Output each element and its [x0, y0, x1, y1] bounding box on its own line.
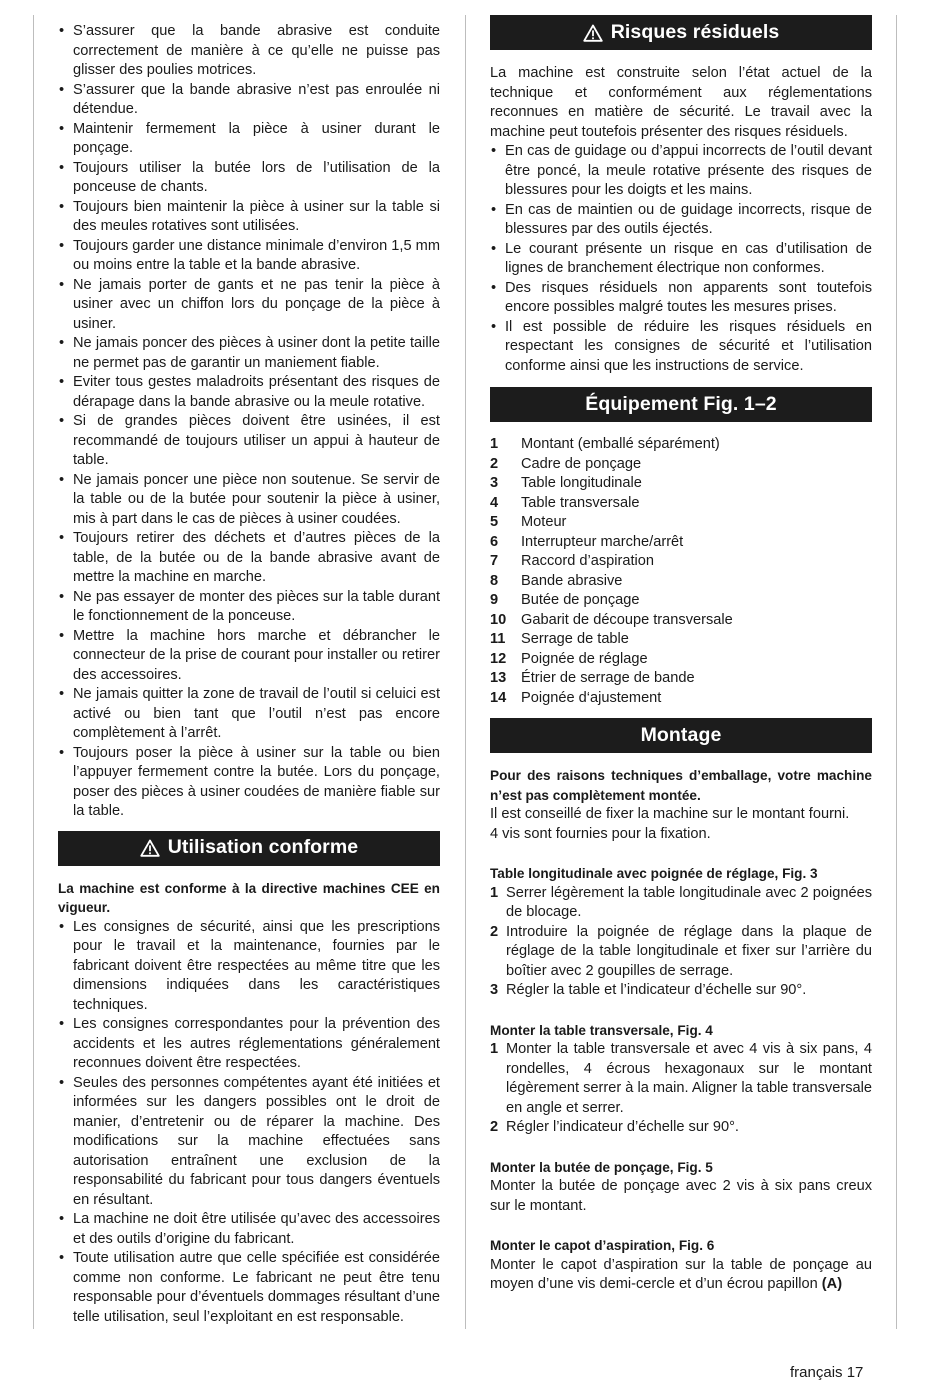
left-margin-rule: [33, 15, 34, 1329]
safety-bullet-item: • Toujours bien maintenir la pièce à usiner sur la table si des meules rotatives sont utilisées.: [58, 198, 440, 237]
equipement-item-label: Serrage de table: [521, 631, 629, 647]
equipement-item-label: Table transversale: [521, 494, 640, 511]
risques-list: [490, 142, 872, 376]
step-text: Introduire la poignée de réglage dans la plaque de réglage de la table longitudinale et fixer sur l’arrière du boîtier avec 2 goupilles de serrage.: [506, 923, 872, 979]
equipement-item: [490, 435, 872, 455]
equipement-item-label: Interrupteur marche/arrêt: [521, 533, 684, 550]
equipement-item-number: 14: [490, 689, 507, 706]
equipement-item-number: 7: [490, 553, 499, 569]
equipement-item: [490, 455, 872, 475]
equipement-item-label: Poignée d‘ajustement: [521, 689, 662, 706]
equipement-item-number: 3: [490, 475, 499, 491]
equipement-item-number: 8: [490, 572, 499, 589]
risque-bullet-item: • Le courant présente un risque en cas d’utilisation de lignes de branchement électrique non conformes.: [490, 240, 872, 279]
step-number: 2: [490, 923, 499, 940]
equipement-item-label: Étrier de serrage de bande: [521, 670, 695, 686]
safety-bullet-item: • Ne jamais quitter la zone de travail de l’outil si celuici est activé ou bien tant que l’outil n’est pas encore complètement à l’arrêt.: [58, 685, 440, 744]
center-divider-rule: [465, 15, 466, 1329]
section-header-risques-residuels: [490, 15, 872, 50]
right-margin-rule: [896, 15, 897, 1329]
utilisation-lead-text: La machine est conforme à la directive machines CEE en vigueur.: [58, 880, 440, 915]
equipement-item-number: 9: [490, 592, 499, 608]
section-title: Utilisation conforme: [167, 836, 359, 859]
step-number: 3: [490, 982, 499, 998]
step-text: Serrer légèrement la table longitudinale avec 2 poignées de blocage.: [506, 884, 872, 920]
equipement-item-number: 12: [490, 650, 507, 667]
risques-intro-text: La machine est construite selon l’état actuel de la technique et conformément aux réglementations reconnues en matière de sécurité. Le travail avec la machine peut toutefois présenter des risques résiduels.: [490, 65, 872, 140]
safety-bullet-item: • Toujours utiliser la butée lors de l’utilisation de la ponceuse de chants.: [58, 159, 440, 198]
figure-reference: (A): [821, 1276, 843, 1292]
safety-bullet-item: • Maintenir fermement la pièce à usiner durant le ponçage.: [58, 120, 440, 159]
step-number: 1: [490, 884, 499, 901]
equipement-item-number: 2: [490, 455, 499, 472]
section-header-utilisation-conforme: [58, 831, 440, 866]
section-header-montage: [490, 718, 872, 753]
equipement-item: [490, 591, 872, 611]
equipement-item-number: 11: [490, 631, 506, 647]
table-transversale-steps: [490, 1040, 872, 1138]
safety-bullet-item: • Ne jamais porter de gants et ne pas tenir la pièce à usiner avec un chiffon lors du ponçage de la pièce à usiner.: [58, 276, 440, 335]
section-title: Équipement Fig. 1–2: [585, 392, 777, 415]
equipement-item-label: Raccord d’aspiration: [521, 553, 655, 569]
safety-bullet-item: • Toujours retirer des déchets et d’autres pièces de la table, de la butée ou de la bande abrasive avant de mettre la machine en marche.: [58, 529, 440, 588]
equipement-item-label: Gabarit de découpe transversale: [521, 611, 733, 628]
equipement-item: [490, 494, 872, 514]
utilisation-bullet-item: • La machine ne doit être utilisée qu’avec des accessoires et des outils d’origine du fabricant.: [58, 1210, 440, 1249]
equipement-item-label: Montant (emballé séparément): [521, 436, 720, 452]
safety-bullet-item: • S’assurer que la bande abrasive n’est pas enroulée ni détendue.: [58, 81, 440, 120]
equipement-list: [490, 435, 872, 708]
equipement-item: [490, 533, 872, 553]
safety-bullet-item: • Eviter tous gestes maladroits présentant des risques de dérapage dans la bande abrasive ou la meule rotative.: [58, 373, 440, 412]
utilisation-bullet-item: • Les consignes correspondantes pour la prévention des accidents et les autres réglementations généralement reconnues doivent être respectées.: [58, 1015, 440, 1074]
equipement-item: [490, 572, 872, 592]
equipement-item-label: Butée de ponçage: [521, 592, 640, 608]
step-text: Régler l’indicateur d’échelle sur 90°.: [506, 1119, 739, 1135]
equipement-item: [490, 689, 872, 709]
risque-bullet-item: • Des risques résiduels non apparents sont toutefois encore possibles malgré toutes les mesures prises.: [490, 279, 872, 318]
montage-step: [490, 923, 872, 982]
equipement-item: [490, 611, 872, 631]
equipement-item-label: Bande abrasive: [521, 572, 623, 589]
safety-bullet-item: • Si de grandes pièces doivent être usinées, il est recommandé de toujours utiliser un appui à hauteur de table.: [58, 412, 440, 471]
equipement-item-number: 6: [490, 533, 499, 550]
step-text: Monter la table transversale et avec 4 vis à six pans, 4 rondelles, 4 écrous hexagonaux sur le montant légèrement serrer à la main. Aligner la table transversale en angle et serrer.: [506, 1041, 872, 1116]
subsection-heading-table-longitudinale: Table longitudinale avec poignée de réglage, Fig. 3: [490, 866, 818, 881]
left-column: [58, 22, 440, 1327]
step-text: Régler la table et l’indicateur d’échelle sur 90°.: [506, 982, 807, 998]
section-title: Risques résiduels: [610, 20, 780, 43]
equipement-item-label: Table longitudinale: [521, 475, 642, 491]
page-footer-number: français 17: [790, 1364, 864, 1381]
capot-text: [490, 1256, 872, 1295]
butee-text: Monter la butée de ponçage avec 2 vis à six pans creux sur le montant.: [490, 1178, 872, 1214]
table-longitudinale-steps: [490, 884, 872, 1001]
capot-text-body: Monter le capot d’aspiration sur la table de ponçage au moyen d’une vis demi-cercle et d’un écrou papillon: [490, 1256, 872, 1292]
utilisation-bullet-item: • Les consignes de sécurité, ainsi que les prescriptions pour le travail et la maintenance, fournies par le fabricant doivent être respectées au même titre que les dimensions indiquées dans les caractéristiques techniques.: [58, 918, 440, 1016]
subsection-heading-table-transversale: Monter la table transversale, Fig. 4: [490, 1022, 713, 1038]
risque-bullet-item: • Il est possible de réduire les risques résiduels en respectant les consignes de sécurité et l’utilisation conforme ainsi que les instructions de service.: [490, 318, 872, 377]
subsection-heading-capot: Monter le capot d’aspiration, Fig. 6: [490, 1238, 715, 1253]
risque-bullet-item: • En cas de guidage ou d’appui incorrects de l’outil devant être poncé, la meule rotative présente des risques de blessures pour les doigts et les mains.: [490, 142, 872, 201]
risque-bullet-item: • En cas de maintien ou de guidage incorrects, risque de blessures par des outils éjectés.: [490, 201, 872, 240]
equipement-item: [490, 650, 872, 670]
montage-lead-text: Pour des raisons techniques d’emballage, votre machine n’est pas complètement montée.: [490, 768, 872, 803]
montage-step: [490, 884, 872, 923]
step-number: 2: [490, 1119, 499, 1135]
safety-bullet-item: • S’assurer que la bande abrasive est conduite correctement de manière à ce qu’elle ne puisse pas glisser des poulies motrices.: [58, 22, 440, 81]
equipement-item: [490, 630, 872, 650]
safety-bullet-item: • Toujours poser la pièce à usiner sur la table ou bien l’appuyer fermement contre la butée. Lors du ponçage, poser des pièces à usiner coudées de manière fiable sur la table.: [58, 744, 440, 822]
safety-bullet-item: • Toujours garder une distance minimale d’environ 1,5 mm ou moins entre la table et la bande abrasive.: [58, 237, 440, 276]
safety-bullet-item: • Mettre la machine hors marche et débrancher le connecteur de la prise de courant pour installer ou retirer des accessoires.: [58, 627, 440, 686]
montage-paragraph: Il est conseillé de fixer la machine sur le montant fourni.: [490, 806, 850, 822]
safety-instructions-list: [58, 22, 440, 822]
safety-bullet-item: • Ne jamais poncer des pièces à usiner dont la petite taille ne permet pas de garantir un maniement fiable.: [58, 334, 440, 373]
safety-bullet-item: • Ne jamais poncer une pièce non soutenue. Se servir de la table ou de la butée pour soutenir la pièce à usiner, mis à part dans le cas de pièces à usiner coudées.: [58, 471, 440, 530]
section-header-equipement: [490, 387, 872, 422]
equipement-item-label: Poignée de réglage: [521, 650, 648, 667]
equipement-item-label: Moteur: [521, 514, 567, 530]
equipement-item: [490, 513, 872, 533]
utilisation-bullet-item: • Toute utilisation autre que celle spécifiée est considérée comme non conforme. Le fabricant ne peut être tenu responsable pour d’éventuels dommages résultant d’une telle utilisation, seul l’exploitant en est responsable.: [58, 1249, 440, 1327]
equipement-item-label: Cadre de ponçage: [521, 455, 642, 472]
equipement-item-number: 10: [490, 611, 507, 628]
equipement-item-number: 1: [490, 436, 499, 452]
safety-bullet-item: • Ne pas essayer de monter des pièces sur la table durant le fonctionnement de la ponceuse.: [58, 588, 440, 627]
equipement-item-number: 5: [490, 514, 499, 530]
utilisation-conditions-list: [58, 918, 440, 1328]
montage-step: [490, 1118, 872, 1138]
equipement-item-number: 13: [490, 670, 507, 686]
equipement-item-number: 4: [490, 494, 499, 511]
section-title: Montage: [640, 723, 722, 746]
montage-step: [490, 981, 872, 1001]
warning-triangle-icon: [583, 24, 603, 42]
utilisation-bullet-item: • Seules des personnes compétentes ayant été initiées et informées sur les dangers possibles ont le droit de manier, d’entretenir ou de réparer la machine. Des modifications sur la machine effectuées sans autorisation entraînent une exclusion de la responsabilité du fabricant pour tous dangers éventuels en résultant.: [58, 1074, 440, 1211]
equipement-item: [490, 552, 872, 572]
step-number: 1: [490, 1041, 499, 1057]
montage-step: [490, 1040, 872, 1118]
subsection-heading-butee: Monter la butée de ponçage, Fig. 5: [490, 1159, 713, 1175]
equipement-item: [490, 669, 872, 689]
warning-triangle-icon: [140, 839, 160, 857]
right-column: [490, 15, 872, 1295]
montage-paragraph: 4 vis sont fournies pour la fixation.: [490, 825, 711, 842]
equipement-item: [490, 474, 872, 494]
